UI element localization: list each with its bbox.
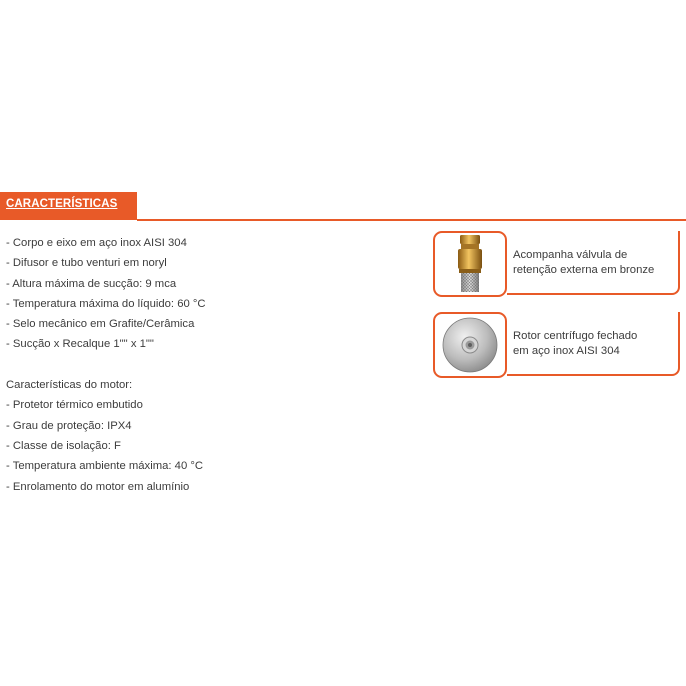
motor-spec-item: - Temperatura ambiente máxima: 40 °C — [6, 460, 204, 473]
spec-item: - Selo mecânico em Grafite/Cerâmica — [6, 318, 195, 331]
specifications-list — [6, 233, 406, 497]
section-divider — [137, 219, 686, 221]
feature-check-valve — [433, 231, 680, 297]
motor-heading: Características do motor: — [6, 379, 133, 392]
feature-line: Rotor centrífugo fechado — [513, 330, 638, 342]
feature-text — [513, 248, 654, 277]
feature-text — [513, 329, 637, 358]
spec-item: - Sucção x Recalque 1"" x 1"" — [6, 338, 154, 351]
section-title: CARACTERÍSTICAS — [6, 198, 118, 210]
motor-spec-item: - Classe de isolação: F — [6, 439, 121, 452]
rotor-image — [433, 312, 507, 378]
rotor-icon — [435, 314, 505, 376]
feature-line: retenção externa em bronze — [513, 263, 655, 276]
feature-rotor — [433, 312, 680, 378]
check-valve-icon — [435, 233, 505, 295]
spec-item: - Corpo e eixo em aço inox AISI 304 — [6, 237, 187, 249]
spacer — [6, 355, 406, 375]
check-valve-image — [433, 231, 507, 297]
motor-spec-item: - Grau de proteção: IPX4 — [6, 419, 132, 432]
motor-spec-item: - Enrolamento do motor em alumínio — [6, 480, 190, 493]
section-header — [0, 192, 137, 220]
feature-line: em aço inox AISI 304 — [513, 344, 620, 357]
motor-spec-item: - Protetor térmico embutido — [6, 399, 143, 412]
spec-item: - Altura máxima de sucção: 9 mca — [6, 277, 177, 290]
spec-item: - Temperatura máxima do líquido: 60 °C — [6, 297, 206, 310]
feature-line: Acompanha válvula de — [513, 249, 628, 261]
spec-item: - Difusor e tubo venturi em noryl — [6, 257, 167, 270]
